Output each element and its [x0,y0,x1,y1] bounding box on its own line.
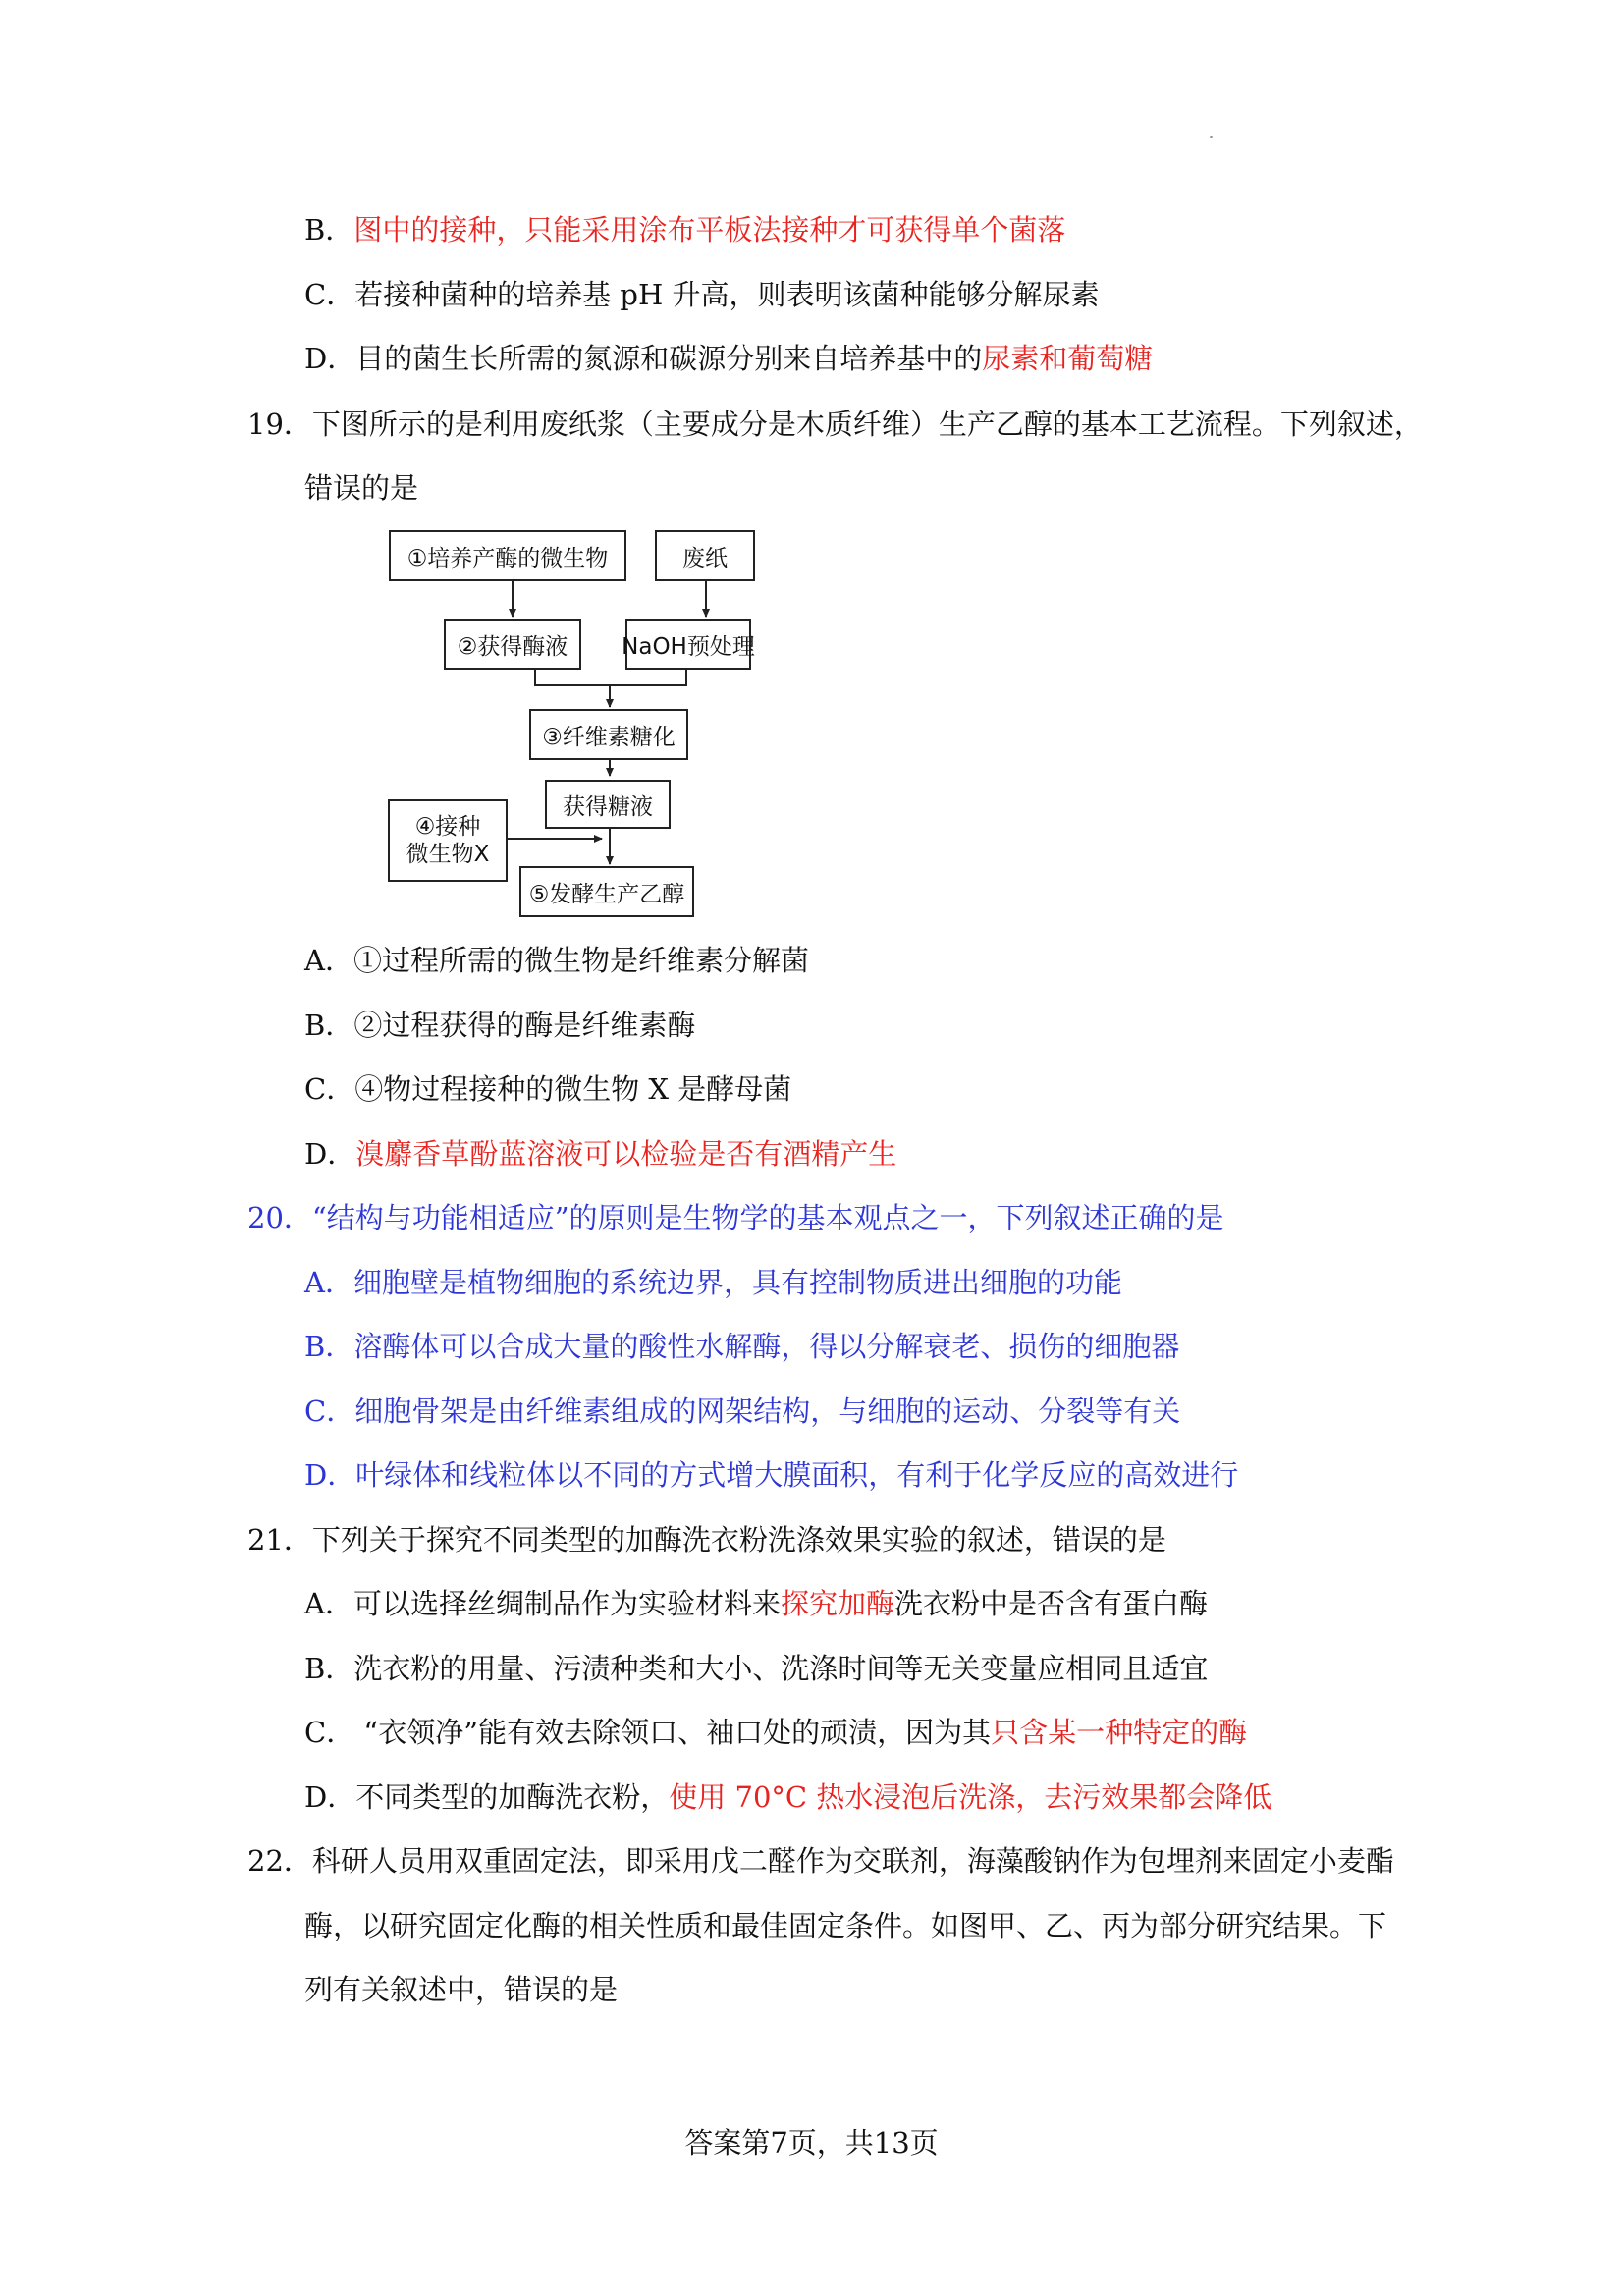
option-text: 目的菌生长所需的氮源和碳源分别来自培养基中的 [355,342,983,375]
box-inoculate-x [388,799,508,882]
option-text: “衣领净”能有效去除领口、袖口处的顽渍，因为其 [354,1716,992,1749]
option-text: 洗衣粉的用量、污渍种类和大小、洗涤时间等无关变量应相同且适宜 [353,1652,1209,1685]
option-text: 图中的接种，只能采用涂布平板法接种才可获得单个菌落 [353,213,1066,246]
option-label: C． [304,278,355,311]
option-label: C． [304,1072,355,1106]
box-obtain-sugar: 获得糖液 [545,780,671,829]
option-text-highlight: 尿素和葡萄糖 [982,342,1154,375]
option-text: 若接种菌种的培养基 pH 升高，则表明该菌种能够分解尿素 [354,278,1100,311]
box-ferment-ethanol: ⑤发酵生产乙醇 [519,866,694,917]
question-number: 21． [247,1523,312,1557]
option-text: 洗衣粉中是否含有蛋白酶 [893,1587,1208,1620]
option-label: B． [304,1330,354,1363]
q22-stem [247,1841,1394,1881]
option-text: ②过程获得的酶是纤维素酶 [353,1009,696,1042]
scan-speck [1210,136,1213,138]
option-label: D． [304,1458,356,1492]
option-label: B． [304,1652,354,1685]
option-text-highlight: 只含某一种特定的酶 [991,1716,1248,1749]
q19-option-a [304,941,809,980]
box-text: 微生物X [406,842,490,867]
option-label: D． [304,342,356,375]
option-text: 溴麝香草酚蓝溶液可以检验是否有酒精产生 [355,1137,897,1171]
box-naoh-pretreat: NaOH预处理 [625,619,751,670]
q20-option-b [304,1327,1179,1366]
option-label: B． [304,1009,354,1042]
question-text: 下图所示的是利用废纸浆（主要成分是木质纤维）生产乙醇的基本工艺流程。下列叙述， [311,408,1423,441]
q18-option-d [304,339,1153,378]
option-text-highlight: 探究加酶 [780,1587,894,1620]
option-text: 溶酶体可以合成大量的酸性水解酶，得以分解衰老、损伤的细胞器 [353,1330,1180,1363]
option-label: A． [304,1587,353,1620]
q21-stem [247,1520,1166,1559]
option-text-highlight: 使用 70°C 热水浸泡后洗涤，去污效果都会降低 [669,1780,1272,1814]
option-text: 可以选择丝绸制品作为实验材料来 [352,1587,781,1620]
q20-option-d [304,1455,1238,1495]
q22-stem-line2: 酶，以研究固定化酶的相关性质和最佳固定条件。如图甲、乙、丙为部分研究结果。下 [304,1909,1387,1942]
page-footer: 答案第7页，共13页 [684,2126,939,2159]
box-waste-paper: 废纸 [655,530,755,581]
q19-option-c [304,1069,791,1109]
option-label: A． [304,944,353,977]
option-label: C． [304,1394,355,1428]
q21-option-a [304,1584,1208,1623]
q20-stem [247,1198,1224,1237]
q21-option-c [304,1713,1247,1752]
box-obtain-enzyme: ②获得酶液 [444,619,581,670]
q18-option-b [304,210,1065,249]
q20-option-a [304,1263,1122,1302]
option-label: D． [304,1137,356,1171]
box-text: ④接种 [414,814,481,840]
q19-stem [247,405,1423,444]
option-label: B． [304,213,354,246]
option-text: 不同类型的加酶洗衣粉， [355,1780,670,1814]
question-text: 科研人员用双重固定法，即采用戊二醛作为交联剂，海藻酸钠作为包埋剂来固定小麦酯 [311,1844,1394,1878]
option-label: A． [304,1266,353,1299]
q20-option-c [304,1392,1180,1431]
question-number: 20． [247,1201,312,1234]
box-saccharification: ③纤维素糖化 [529,709,688,760]
question-text: 下列关于探究不同类型的加酶洗衣粉洗涤效果实验的叙述，错误的是 [311,1523,1166,1557]
q21-option-b [304,1649,1208,1688]
question-number: 19． [247,408,312,441]
option-text: 叶绿体和线粒体以不同的方式增大膜面积，有利于化学反应的高效进行 [355,1458,1239,1492]
q19-option-d [304,1134,896,1174]
option-label: C． [304,1716,355,1749]
box-culture-microbe: ①培养产酶的微生物 [389,530,626,581]
option-text: 细胞壁是植物细胞的系统边界，具有控制物质进出细胞的功能 [352,1266,1122,1299]
question-text: “结构与功能相适应”的原则是生物学的基本观点之一，下列叙述正确的是 [311,1201,1224,1234]
option-label: D． [304,1780,356,1814]
process-flow-diagram [378,530,755,923]
option-text: 细胞骨架是由纤维素组成的网架结构，与细胞的运动、分裂等有关 [354,1394,1181,1428]
question-number: 22． [247,1844,312,1878]
q18-option-c [304,275,1100,314]
option-text: ④物过程接种的微生物 X 是酵母菌 [354,1072,792,1106]
q19-option-b [304,1006,695,1045]
q21-option-d [304,1777,1271,1817]
option-text: ①过程所需的微生物是纤维素分解菌 [352,944,809,977]
q19-stem-line2: 错误的是 [304,471,419,505]
q22-stem-line3: 列有关叙述中，错误的是 [304,1973,619,2006]
